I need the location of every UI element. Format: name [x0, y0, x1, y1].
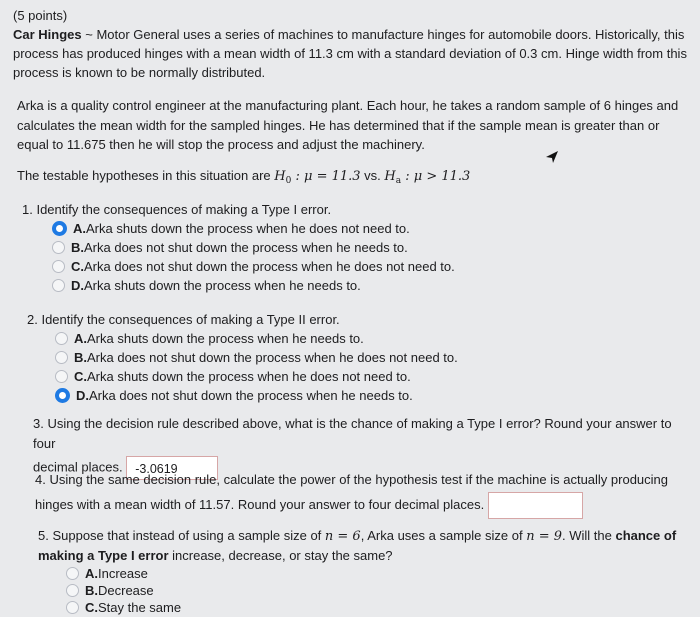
q1-option-c[interactable]: C. Arka does not shut down the process when he does not need to.: [52, 257, 455, 276]
radio-icon[interactable]: [55, 332, 68, 345]
radio-icon[interactable]: [66, 567, 79, 580]
question-5: [38, 526, 693, 616]
question-2: [27, 311, 458, 405]
title-separator: ~: [81, 27, 97, 42]
problem-intro: [13, 25, 693, 82]
radio-icon[interactable]: [55, 370, 68, 383]
mouse-cursor-icon: [545, 150, 559, 164]
q5-option-a[interactable]: A. Increase: [66, 565, 693, 582]
radio-icon[interactable]: [52, 260, 65, 273]
question-5-text: 5. Suppose that instead of using a sample size of n = 6, Arka uses a sample size of n = 9. Will the chance of: [38, 528, 677, 544]
q5-option-b[interactable]: B. Decrease: [66, 582, 693, 599]
q1-option-b[interactable]: B. Arka does not shut down the process when he needs to.: [52, 238, 455, 257]
question-2-options: [27, 329, 458, 405]
alternative-hypothesis: $H_a$ : μ > 11.3: [384, 169, 471, 186]
question-4: [35, 470, 695, 519]
question-1-title: 1. Identify the consequences of making a Type I error.: [22, 202, 332, 217]
q1-option-a[interactable]: A. Arka shuts down the process when he does not need to.: [52, 219, 455, 238]
radio-selected-icon[interactable]: [52, 221, 67, 236]
radio-selected-icon[interactable]: [55, 388, 70, 403]
question-1-options: [22, 219, 455, 295]
question-3-text-cont: decimal places.: [33, 459, 123, 475]
problem-title: Car Hinges: [13, 27, 82, 42]
q2-option-d[interactable]: D. Arka does not shut down the process when he needs to.: [55, 386, 458, 405]
q3-answer-input[interactable]: -3.0619: [126, 456, 218, 480]
vs-label: vs.: [360, 168, 385, 183]
hypotheses-lead: The testable hypotheses in this situation are: [17, 168, 275, 183]
q2-option-a[interactable]: A. Arka shuts down the process when he needs to.: [55, 329, 458, 348]
question-5-options: [38, 565, 693, 616]
radio-icon[interactable]: [55, 351, 68, 364]
scenario-text: Arka is a quality control engineer at the manufacturing plant. Each hour, he takes a random sample of 6 hinges and calculates the mean width for the sampled hinges. He has determined that if the sample mean is greater than or equal to 11.675 then he will stop the process and adjust the machinery.: [17, 98, 679, 152]
intro-text: Motor General uses a series of machines to manufacture hinges for automobile doors. Historically, this process has produced hinges with a mean width of 11.3 cm with a standard deviation of 0.3 cm. Hinge width from this process is known to be normally distributed.: [13, 27, 687, 80]
q2-option-c[interactable]: C. Arka shuts down the process when he does not need to.: [55, 367, 458, 386]
q1-option-d[interactable]: D. Arka shuts down the process when he needs to.: [52, 276, 455, 295]
question-1: [22, 201, 455, 295]
question-3-text: 3. Using the decision rule described above, what is the chance of making a Type I error? Round your answer to four: [33, 416, 672, 451]
radio-icon[interactable]: [66, 584, 79, 597]
radio-icon[interactable]: [52, 241, 65, 254]
q5-option-c[interactable]: C. Stay the same: [66, 599, 693, 616]
question-2-title: 2. Identify the consequences of making a Type II error.: [27, 312, 340, 327]
points-label: (5 points): [13, 8, 68, 23]
hypotheses: [17, 168, 470, 186]
question-4-text: 4. Using the same decision rule, calculate the power of the hypothesis test if the machine is actually producing: [35, 472, 669, 487]
question-4-text-cont: hinges with a mean width of 11.57. Round your answer to four decimal places.: [35, 496, 485, 512]
q4-answer-input[interactable]: [488, 492, 583, 519]
radio-icon[interactable]: [66, 601, 79, 614]
problem-header: [13, 6, 693, 82]
radio-icon[interactable]: [52, 279, 65, 292]
null-hypothesis: $H_0$ : μ = 11.3: [274, 169, 361, 186]
question-5-text-cont: making a Type I error increase, decrease, or stay the same?: [38, 548, 393, 563]
q2-option-b[interactable]: B. Arka does not shut down the process when he does not need to.: [55, 348, 458, 367]
